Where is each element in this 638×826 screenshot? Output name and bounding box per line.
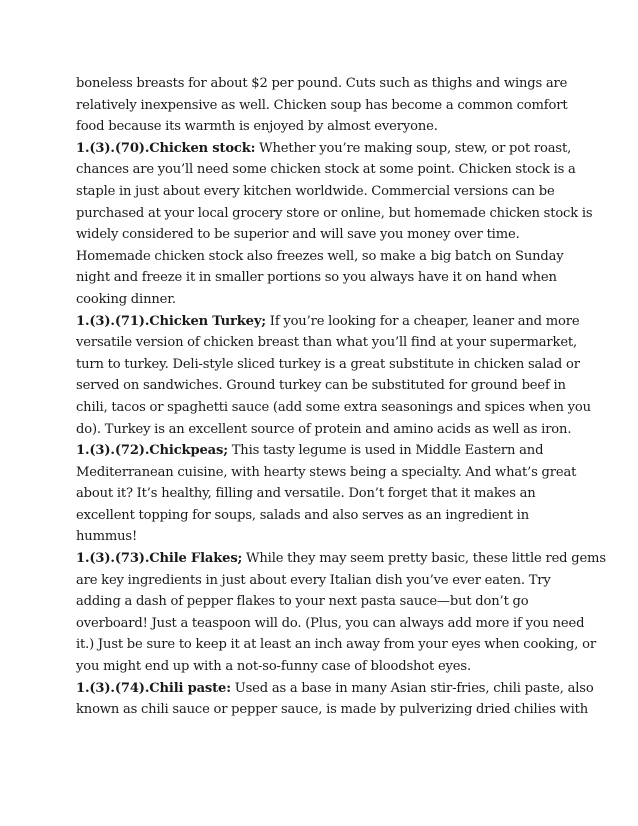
entry-heading: 1.(3).(70).Chicken stock: [76,140,256,156]
entry-text: If you’re looking for a cheaper, leaner and more [265,313,580,329]
entry-line: cooking dinner. [76,291,176,307]
entry-line: purchased at your local grocery store or online, but homemade chicken stock is [76,205,593,221]
entry-line: known as chili sauce or pepper sauce, is made by pulverizing dried chilies with [76,702,589,718]
entry-first-line [76,440,566,462]
entry-text: While they may seem pretty basic, these little red gems [242,551,606,567]
entry-line: are key ingredients in just about every Italian dish you’ve ever eaten. Try [76,572,551,588]
entry-heading: 1.(3).(73).Chile Flakes; [76,551,243,567]
entry-line: Mediterranean cuisine, with hearty stews being a specialty. And what’s great [76,464,577,480]
entry-text: Whether you’re making soup, stew, or pot roast, [255,140,572,156]
intro-line: boneless breasts for about $2 per pound. Cuts such as thighs and wings are [76,76,568,91]
entry-first-line [76,678,594,700]
entry-text: Used as a base in many Asian stir-fries, chili paste, also [230,680,594,696]
entry-heading: 1.(3).(74).Chili paste: [76,680,231,696]
entry-first-line [76,311,580,333]
intro-line: food because its warmth is enjoyed by almost everyone. [76,119,438,135]
entry-line: it.) Just be sure to keep it at least an inch away from your eyes when cooking, or [76,637,596,653]
entry-line: overboard! Just a teaspoon will do. (Plus, you can always add more if you need [76,615,585,631]
document-page [76,73,606,721]
entry-heading: 1.(3).(71).Chicken Turkey; [76,313,266,329]
entry-line: chili, tacos or spaghetti sauce (add some extra seasonings and spices when you [76,399,591,415]
entry-line: adding a dash of pepper flakes to your next pasta sauce—but don’t go [76,594,529,610]
entry-line: turn to turkey. Deli-style sliced turkey is a great substitute in chicken salad or [76,356,580,372]
intro-line: relatively inexpensive as well. Chicken soup has become a common comfort [76,97,568,113]
entry-line: about it? It’s healthy, filling and versatile. Don’t forget that it makes an [76,486,536,502]
entry-first-line [76,548,606,570]
entry-line: staple in just about every kitchen worldwide. Commercial versions can be [76,183,555,199]
entry-line: you might end up with a not-so-funny case of bloodshot eyes. [76,659,471,675]
entry-line: Homemade chicken stock also freezes well, so make a big batch on Sunday [76,248,564,264]
entry-line: chances are you’ll need some chicken stock at some point. Chicken stock is a [76,162,576,178]
entry-line: served on sandwiches. Ground turkey can be substituted for ground beef in [76,378,566,394]
entry-line: do). Turkey is an excellent source of protein and amino acids as well as iron. [76,421,572,437]
entry-line: hummus! [76,529,138,545]
entry-line: versatile version of chicken breast than what you’ll find at your supermarket, [76,335,578,351]
entry-line: excellent topping for soups, salads and also serves as an ingredient in [76,507,530,523]
entry-first-line [76,138,572,160]
entry-line: widely considered to be superior and will save you money over time. [76,227,520,243]
entry-text: This tasty legume is used in Middle Eastern and [227,443,544,459]
entry-heading: 1.(3).(72).Chickpeas; [76,443,228,459]
entry-line: night and freeze it in smaller portions so you always have it on hand when [76,270,557,286]
